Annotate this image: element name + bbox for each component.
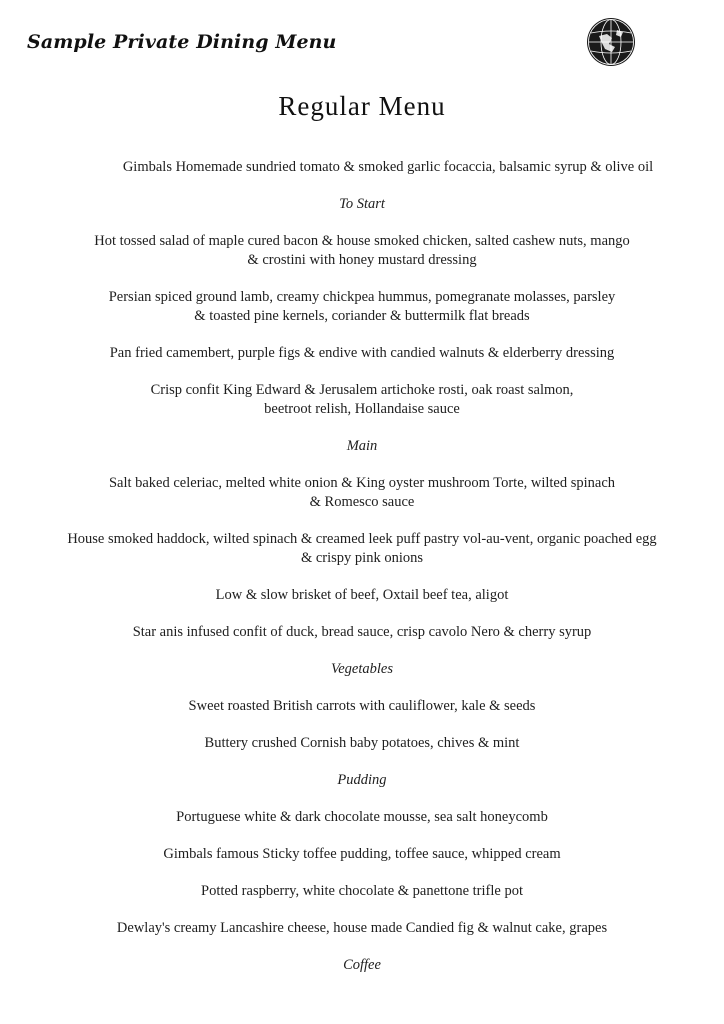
menu-item-line: Low & slow brisket of beef, Oxtail beef tea, aligot bbox=[215, 587, 509, 603]
menu-item-line: & crispy pink onions bbox=[300, 550, 424, 566]
menu-item-line: Portuguese white & dark chocolate mousse, sea salt honeycomb bbox=[176, 809, 548, 825]
menu-item-line: Star anis infused confit of duck, bread sauce, crisp cavolo Nero & cherry syrup bbox=[132, 624, 592, 640]
menu-item-line: & Romesco sauce bbox=[309, 494, 415, 510]
section-heading: To Start bbox=[339, 196, 385, 212]
menu-item-line: Buttery crushed Cornish baby potatoes, chives & mint bbox=[204, 735, 520, 751]
menu-item-line: & toasted pine kernels, coriander & buttermilk flat breads bbox=[194, 308, 530, 324]
globe-icon bbox=[585, 16, 637, 68]
menu-item-line: Pan fried camembert, purple figs & endive with candied walnuts & elderberry dressing bbox=[109, 345, 615, 361]
menu-item-line: Hot tossed salad of maple cured bacon & house smoked chicken, salted cashew nuts, mango bbox=[94, 233, 630, 249]
menu-item-line: Persian spiced ground lamb, creamy chickpea hummus, pomegranate molasses, parsley bbox=[108, 289, 616, 305]
menu-header-title: Sample Private Dining Menu bbox=[27, 31, 337, 53]
menu-item-line: Gimbals famous Sticky toffee pudding, toffee sauce, whipped cream bbox=[163, 846, 561, 862]
menu-item-line: beetroot relish, Hollandaise sauce bbox=[264, 401, 460, 417]
menu-item-line: Crisp confit King Edward & Jerusalem artichoke rosti, oak roast salmon, bbox=[150, 382, 574, 398]
bread-item: Gimbals Homemade sundried tomato & smoked garlic focaccia, balsamic syrup & olive oil bbox=[122, 159, 654, 175]
menu-item-line: House smoked haddock, wilted spinach & creamed leek puff pastry vol-au-vent, organic poached egg bbox=[67, 531, 657, 547]
menu-item-line: Potted raspberry, white chocolate & panettone trifle pot bbox=[201, 883, 523, 899]
section-heading: Main bbox=[346, 438, 378, 454]
menu-item-line: Salt baked celeriac, melted white onion & King oyster mushroom Torte, wilted spinach bbox=[108, 475, 616, 491]
menu-item-line: Sweet roasted British carrots with cauliflower, kale & seeds bbox=[188, 698, 536, 714]
section-heading: Vegetables bbox=[330, 661, 393, 677]
menu-item-line: Dewlay's creamy Lancashire cheese, house made Candied fig & walnut cake, grapes bbox=[116, 920, 608, 936]
section-heading: Coffee bbox=[343, 957, 381, 973]
menu-item-line: & crostini with honey mustard dressing bbox=[247, 252, 477, 268]
menu-title: Regular Menu bbox=[278, 91, 446, 121]
section-heading: Pudding bbox=[337, 772, 387, 788]
